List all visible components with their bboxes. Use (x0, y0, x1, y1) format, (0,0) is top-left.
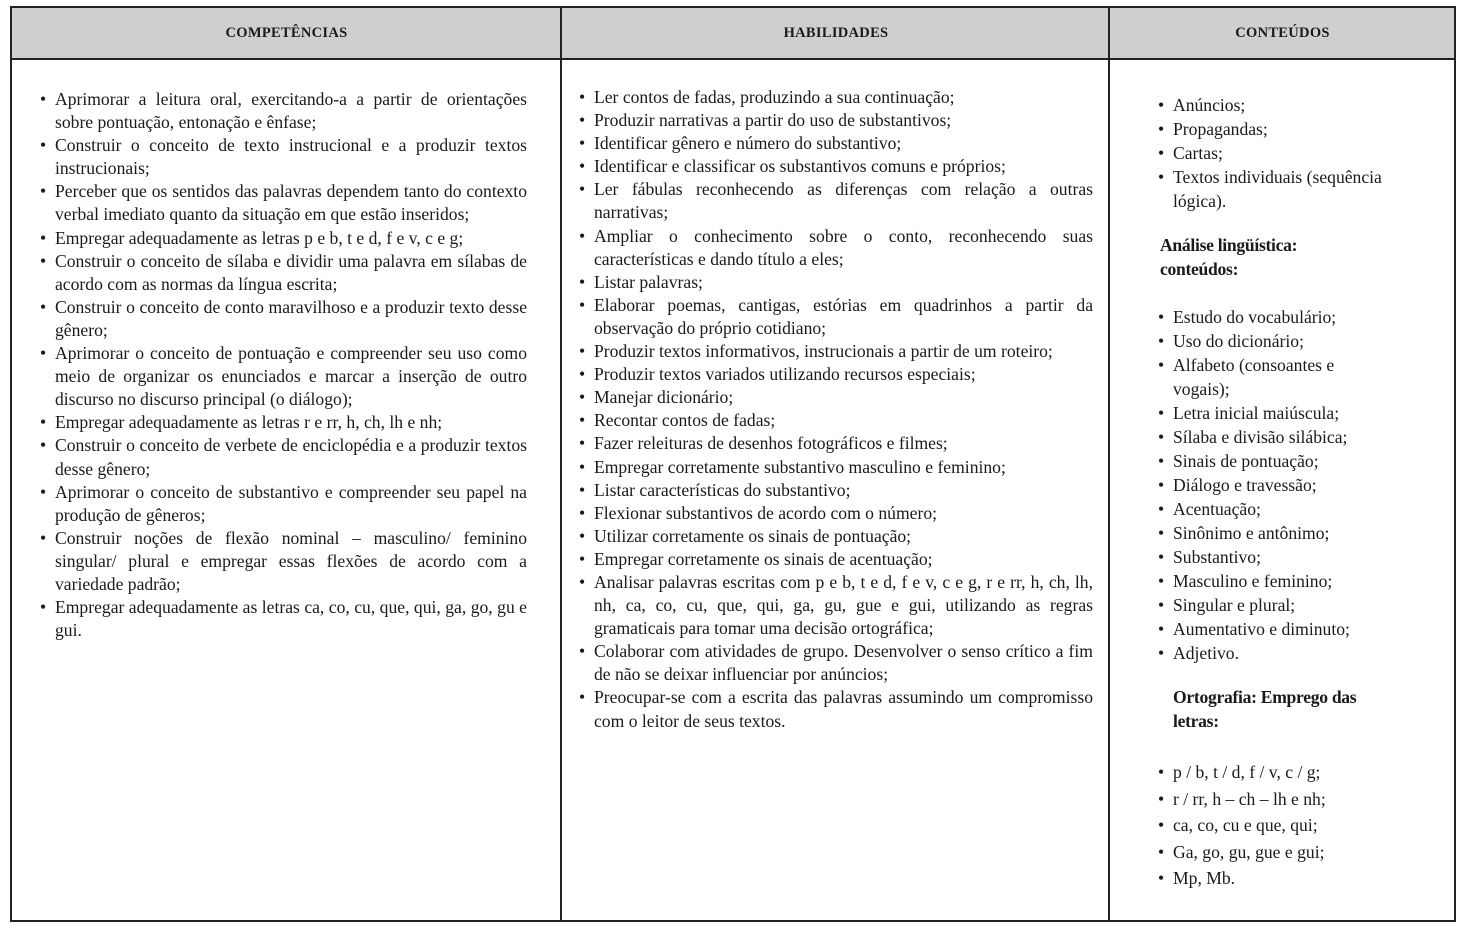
list-item: • Diálogo e travessão; (1157, 473, 1407, 497)
list-item: • Singular e plural; (1157, 593, 1407, 617)
list-item: • Aprimorar o conceito de pontuação e compreender seu uso como meio de organizar os enunciados e marcar a inserção de outro discurso no discurso principal (o diálogo); (39, 342, 527, 411)
ortografia-list (1157, 759, 1407, 892)
habilidades-list (578, 86, 1093, 733)
list-item: • Empregar adequadamente as letras ca, co, cu, que, qui, ga, go, gu e gui. (39, 596, 527, 642)
list-item: • Textos individuais (sequência lógica). (1157, 165, 1407, 213)
column-divider (1108, 8, 1110, 920)
list-item: • Flexionar substantivos de acordo com o número; (578, 502, 1093, 525)
list-item: • Listar características do substantivo; (578, 479, 1093, 502)
list-item: • Construir o conceito de verbete de enciclopédia e a produzir textos desse gênero; (39, 434, 527, 480)
list-item: • p / b, t / d, f / v, c / g; (1157, 759, 1407, 786)
header-habilidades: HABILIDADES (783, 24, 889, 41)
list-item: • Uso do dicionário; (1157, 329, 1407, 353)
header-conteudos: CONTEÚDOS (1235, 24, 1330, 41)
list-item: • Empregar adequadamente as letras p e b, t e d, f e v, c e g; (39, 227, 527, 250)
table-header-row (12, 8, 1454, 60)
list-item: • Substantivo; (1157, 545, 1407, 569)
list-item: • Adjetivo. (1157, 641, 1407, 665)
competencias-column (39, 88, 527, 642)
list-item: • Empregar adequadamente as letras r e rr, h, ch, lh e nh; (39, 411, 527, 434)
list-item: • Construir o conceito de conto maravilhoso e a produzir texto desse gênero; (39, 296, 527, 342)
list-item: • Preocupar-se com a escrita das palavras assumindo um compromisso com o leitor de seus textos. (578, 686, 1093, 732)
list-item: • Identificar e classificar os substantivos comuns e próprios; (578, 155, 1093, 178)
column-divider (560, 8, 562, 920)
list-item: • Empregar corretamente substantivo masculino e feminino; (578, 456, 1093, 479)
list-item: • Sinônimo e antônimo; (1157, 521, 1407, 545)
curriculum-table (10, 6, 1456, 922)
list-item: • Ler contos de fadas, produzindo a sua continuação; (578, 86, 1093, 109)
list-item: • Empregar corretamente os sinais de acentuação; (578, 548, 1093, 571)
list-item: • Manejar dicionário; (578, 386, 1093, 409)
list-item: • Analisar palavras escritas com p e b, t e d, f e v, c e g, r e rr, h, ch, lh, nh, ca, co, cu, que, qui, ga, gu, gue e gui, utilizando as regras gramaticais para tomar uma decisão ortográfica; (578, 571, 1093, 640)
list-item: • Sílaba e divisão silábica; (1157, 425, 1407, 449)
generos-list (1157, 93, 1407, 213)
analise-heading: Análise lingüística: conteúdos: (1160, 235, 1298, 279)
list-item: • Produzir narrativas a partir do uso de substantivos; (578, 109, 1093, 132)
list-item: • Produzir textos variados utilizando recursos especiais; (578, 363, 1093, 386)
list-item: • Acentuação; (1157, 497, 1407, 521)
list-item: • Colaborar com atividades de grupo. Desenvolver o senso crítico a fim de não se deixar influenciar por anúncios; (578, 640, 1093, 686)
list-item: • Aprimorar o conceito de substantivo e compreender seu papel na produção de gêneros; (39, 481, 527, 527)
list-item: • Elaborar poemas, cantigas, estórias em quadrinhos a partir da observação do próprio cotidiano; (578, 294, 1093, 340)
list-item: • Sinais de pontuação; (1157, 449, 1407, 473)
list-item: • Perceber que os sentidos das palavras dependem tanto do contexto verbal imediato quanto da situação em que estão inseridos; (39, 180, 527, 226)
list-item: • Identificar gênero e número do substantivo; (578, 132, 1093, 155)
list-item: • Anúncios; (1157, 93, 1407, 117)
ortografia-heading: Ortografia: Emprego das letras: (1173, 687, 1357, 731)
list-item: • Ampliar o conhecimento sobre o conto, reconhecendo suas características e dando título a eles; (578, 225, 1093, 271)
list-item: • Utilizar corretamente os sinais de pontuação; (578, 525, 1093, 548)
list-item: • r / rr, h – ch – lh e nh; (1157, 786, 1407, 813)
competencias-list (39, 88, 527, 642)
list-item: • Fazer releituras de desenhos fotográficos e filmes; (578, 432, 1093, 455)
list-item: • Aumentativo e diminuto; (1157, 617, 1407, 641)
header-competencias: COMPETÊNCIAS (225, 24, 348, 41)
list-item: • Construir o conceito de texto instrucional e a produzir textos instrucionais; (39, 134, 527, 180)
list-item: • Cartas; (1157, 141, 1407, 165)
list-item: • Listar palavras; (578, 271, 1093, 294)
list-item: • Construir noções de flexão nominal – masculino/ feminino singular/ plural e empregar essas flexões de acordo com a variedade padrão; (39, 527, 527, 596)
list-item: • Masculino e feminino; (1157, 569, 1407, 593)
list-item: • ca, co, cu e que, qui; (1157, 812, 1407, 839)
analise-list (1157, 305, 1407, 665)
list-item: • Estudo do vocabulário; (1157, 305, 1407, 329)
conteudos-column (1157, 93, 1407, 892)
list-item: • Construir o conceito de sílaba e dividir uma palavra em sílabas de acordo com as normas da língua escrita; (39, 250, 527, 296)
list-item: • Aprimorar a leitura oral, exercitando-a a partir de orientações sobre pontuação, entonação e ênfase; (39, 88, 527, 134)
list-item: • Ler fábulas reconhecendo as diferenças com relação a outras narrativas; (578, 178, 1093, 224)
list-item: • Propagandas; (1157, 117, 1407, 141)
list-item: • Recontar contos de fadas; (578, 409, 1093, 432)
list-item: • Letra inicial maiúscula; (1157, 401, 1407, 425)
list-item: • Ga, go, gu, gue e gui; (1157, 839, 1407, 866)
habilidades-column (578, 86, 1093, 733)
list-item: • Mp, Mb. (1157, 865, 1407, 892)
list-item: • Alfabeto (consoantes e vogais); (1157, 353, 1407, 401)
list-item: • Produzir textos informativos, instrucionais a partir de um roteiro; (578, 340, 1093, 363)
